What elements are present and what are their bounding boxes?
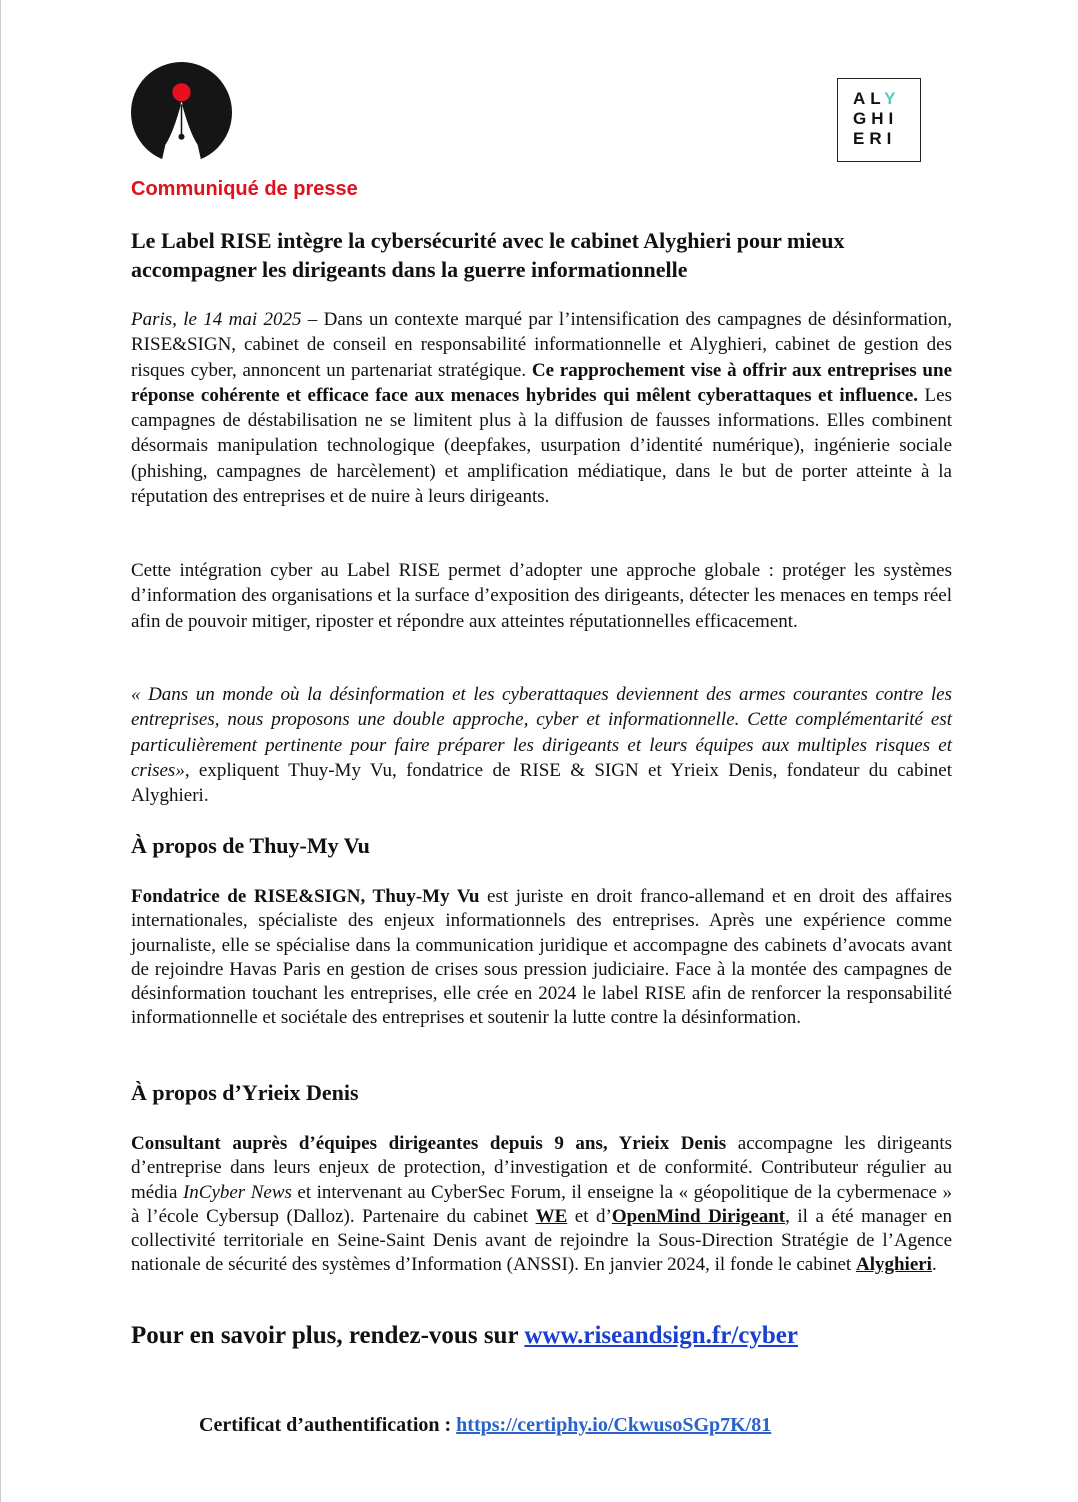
logo-text: ERI [853,129,897,148]
bold-text: Ce rapprochement vise à offrir aux entreprises une réponse cohérente et efficace face aux menaces hybrides qui mêlent cyberattaques et influence. [131,359,953,406]
press-release-label: Communiqué de presse [131,178,358,200]
heading-about-thuy-my-vu: À propos de Thuy-My Vu [131,833,370,858]
text: Pour en savoir plus, rendez-vous sur [131,1322,525,1349]
certificate-link[interactable]: https://certiphy.io/CkwusoSGp7K/81 [456,1414,772,1436]
intro-paragraph [131,307,952,509]
text: et intervenant au CyberSec Forum, il enseigne la « géopolitique de la cybermenace » à l’école Cybersup (Dalloz). Partenaire du cabinet [131,1181,952,1227]
text: , expliquent Thuy-My Vu, fondatrice de RISE & SIGN et Yrieix Denis, fondateur du cabinet Alyghieri. [131,759,952,807]
more-info [131,1322,952,1350]
paragraph-2: Cette intégration cyber au Label RISE permet d’adopter une approche globale : protéger les systèmes d’information des organisations et la surface d’exposition des dirigeants, détecter les menaces en temps réel afin de pouvoir mitiger, riposter et répondre aux atteintes réputationnelles efficacement. [131,560,952,632]
logo-text: GHI [853,109,899,128]
dateline: Paris, le 14 mai 2025 [131,309,302,330]
alyghieri-logo [837,78,921,162]
text: Les campagnes de déstabilisation ne se limitent plus à la diffusion de fausses informations. Elles combinent désormais manipulation technologique (deepfakes, usurpation d’identité numérique), ingénierie sociale (phishing, campagnes de harcèlement) et amplification médiatique, dans le but de porter atteinte à la réputation des entreprises et de nuire à leurs dirigeants. [131,384,952,508]
text: Certificat d’authentification : [199,1414,457,1436]
quote: « Dans un monde où la désinformation et les cyberattaques deviennent des armes courantes contre les entreprises, nous proposons une double approche, cyber et informationnelle. Cette complémentarité est particulièrement pertinente pour faire préparer les dirigeants et leurs équipes aux multiples risques et crises» [131,684,952,781]
logo-text: Y [884,89,901,108]
quote-paragraph [131,682,952,808]
about-yrieix-denis [131,1132,952,1278]
text: et d’ [567,1205,612,1227]
we-link[interactable]: WE [535,1205,568,1227]
alyghieri-link[interactable]: Alyghieri [855,1254,932,1276]
riseandsign-link[interactable]: www.riseandsign.fr/cyber [524,1322,798,1349]
heading-about-yrieix-denis: À propos d’Yrieix Denis [131,1080,359,1105]
rise-and-sign-logo [131,62,232,163]
text: . [931,1254,937,1276]
openmind-dirigeant-link[interactable]: OpenMind Dirigeant [611,1205,786,1227]
certificate [199,1414,959,1437]
document-title: Le Label RISE intègre la cybersécurité avec le cabinet Alyghieri pour mieux accompagner les dirigeants dans la guerre informationnelle [131,228,845,282]
bold-text: Fondatrice de RISE&SIGN, Thuy-My Vu [131,886,480,907]
logo-text: AL [853,89,885,108]
text: – Dans un contexte marqué par l’intensification des campagnes de désinformation, RISE&SIGN, cabinet de conseil en responsabilité informationnelle et Alyghieri, cabinet de gestion des risques cyber, annoncent un partenariat stratégique. [131,309,952,381]
bold-text: Consultant auprès d’équipes dirigeantes depuis 9 ans, Yrieix Denis [131,1133,727,1154]
about-thuy-my-vu [131,885,952,1031]
text: est juriste en droit franco-allemand et en droit des affaires internationales, spécialiste des enjeux informationnels des entreprises. Après une expérience comme journaliste, elle se spécialise dans la communication juridique et accompagne des cabinets d’avocats avant de rejoindre Havas Paris en gestion de crises sous pression judiciaire. Face à la montée des campagnes de désinformation touchant les entreprises, elle crée en 2024 le label RISE afin de renforcer la responsabilité informationnelle et sociétale des entreprises et soutenir la lutte contre la désinformation. [131,886,952,1029]
text: accompagne les dirigeants d’entreprise dans leurs enjeux de protection, d’investigation et de conformité. Contributeur régulier au média [131,1133,952,1203]
italic-text: InCyber News [182,1181,292,1203]
text: , il a été manager en collectivité territoriale en Seine-Saint Denis avant de rejoindre la Sous-Direction Stratégie de l’Agence nationale de sécurité des systèmes d’Information (ANSSI). En janvier 2024, il fonde le cabinet [131,1205,952,1276]
